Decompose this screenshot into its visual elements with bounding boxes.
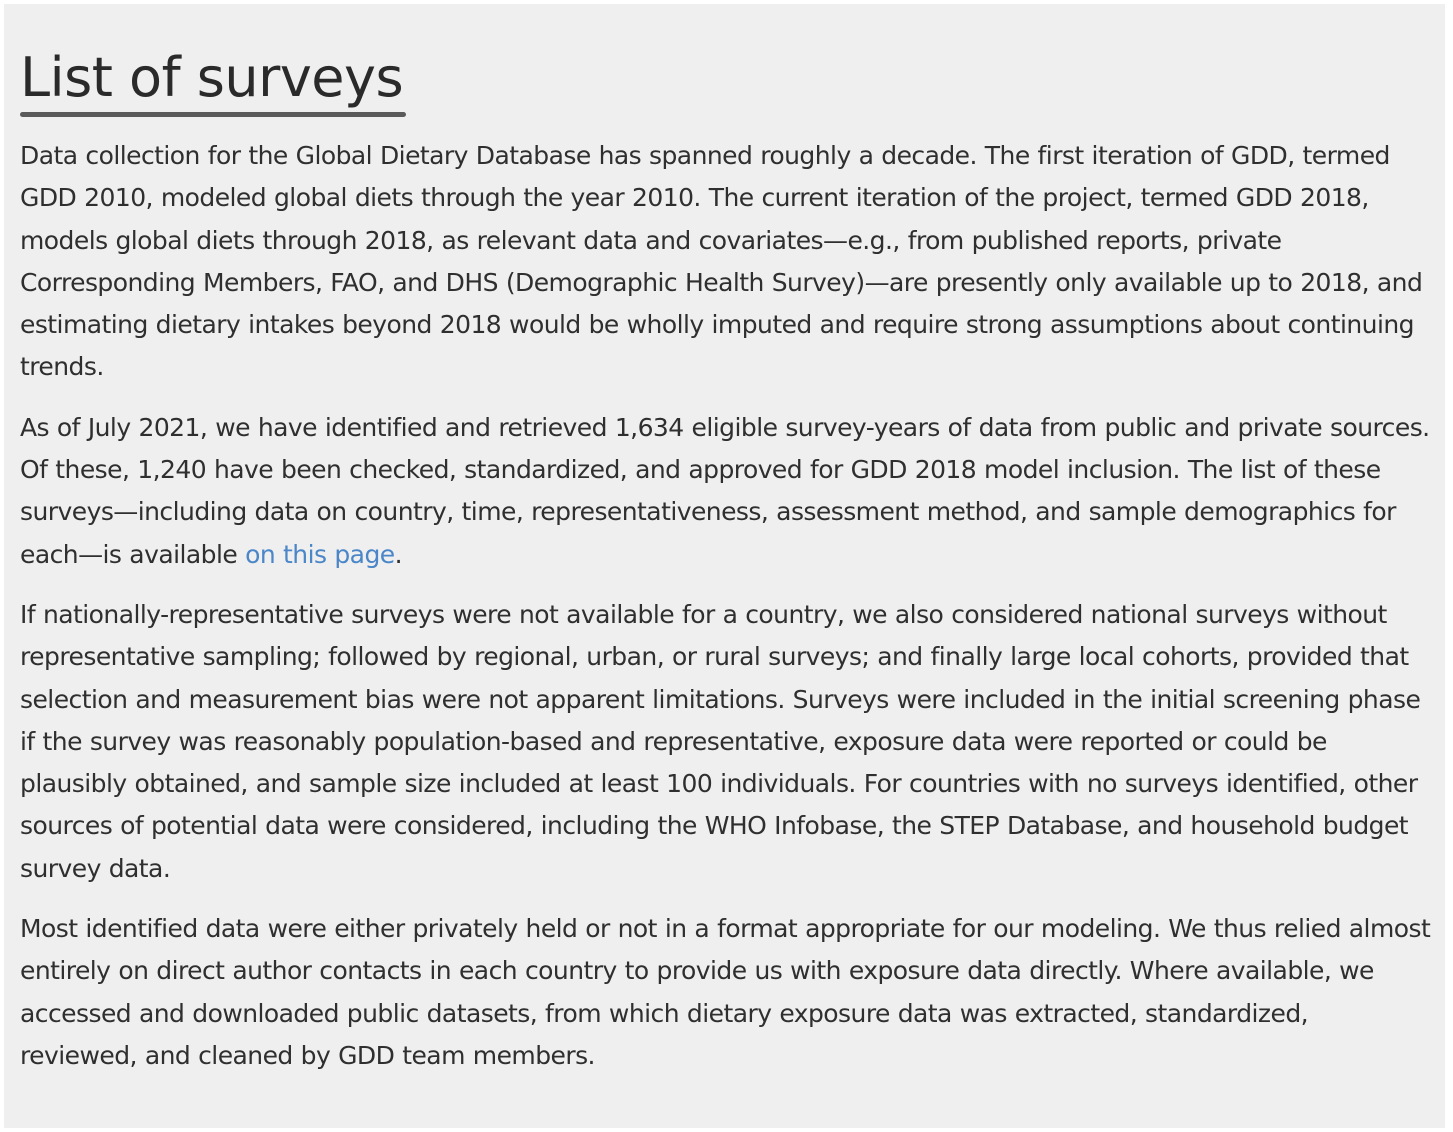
paragraph-text-before-link: As of July 2021, we have identified and retrieved 1,634 eligible survey-years of data from public and private sources. Of these, 1,240 have been checked, standardized, and approved for GDD 2018 model inclusion. The list of these surveys—including data on country, time, representativeness, assessment method, and sample demographics for each—is available — [20, 412, 1430, 569]
paragraph-data-sources: Most identified data were either privately held or not in a format appropriate for our modeling. We thus relied almost entirely on direct author contacts in each country to provide us with exposure data directly. Where available, we accessed and downloaded public datasets, from which dietary exposure data was extracted, standardized, reviewed, and cleaned by GDD team members. — [20, 914, 1431, 1070]
paragraph-inclusion-criteria: If nationally-representative surveys were not available for a country, we also considered national surveys without representative sampling; followed by regional, urban, or rural surveys; and finally large local cohorts, provided that selection and measurement bias were not apparent limitations. Surveys were included in the initial screening phase if the survey was reasonably population-based and representative, exposure data were reported or could be plausibly obtained, and sample size included at least 100 individuals. For countries with no surveys identified, other sources of potential data were considered, including the WHO Infobase, the STEP Database, and household budget survey data. — [20, 599, 1421, 883]
paragraph-data-collection: Data collection for the Global Dietary Database has spanned roughly a decade. The first iteration of GDD, termed GDD 2010, modeled global diets through the year 2010. The current iteration of the project, termed GDD 2018, models global diets through 2018, as relevant data and covariates—e.g., from published reports, private Corresponding Members, FAO, and DHS (Demographic Health Survey)—are presently only available up to 2018, and estimating dietary intakes beyond 2018 would be wholly imputed and require strong assumptions about continuing trends. — [20, 141, 1423, 382]
content-panel — [4, 4, 1445, 1128]
page-title: List of surveys — [20, 46, 404, 109]
surveys-list-link[interactable]: on this page — [245, 539, 395, 569]
paragraph-survey-counts — [20, 407, 1431, 576]
paragraph-text-after-link: . — [394, 539, 403, 569]
